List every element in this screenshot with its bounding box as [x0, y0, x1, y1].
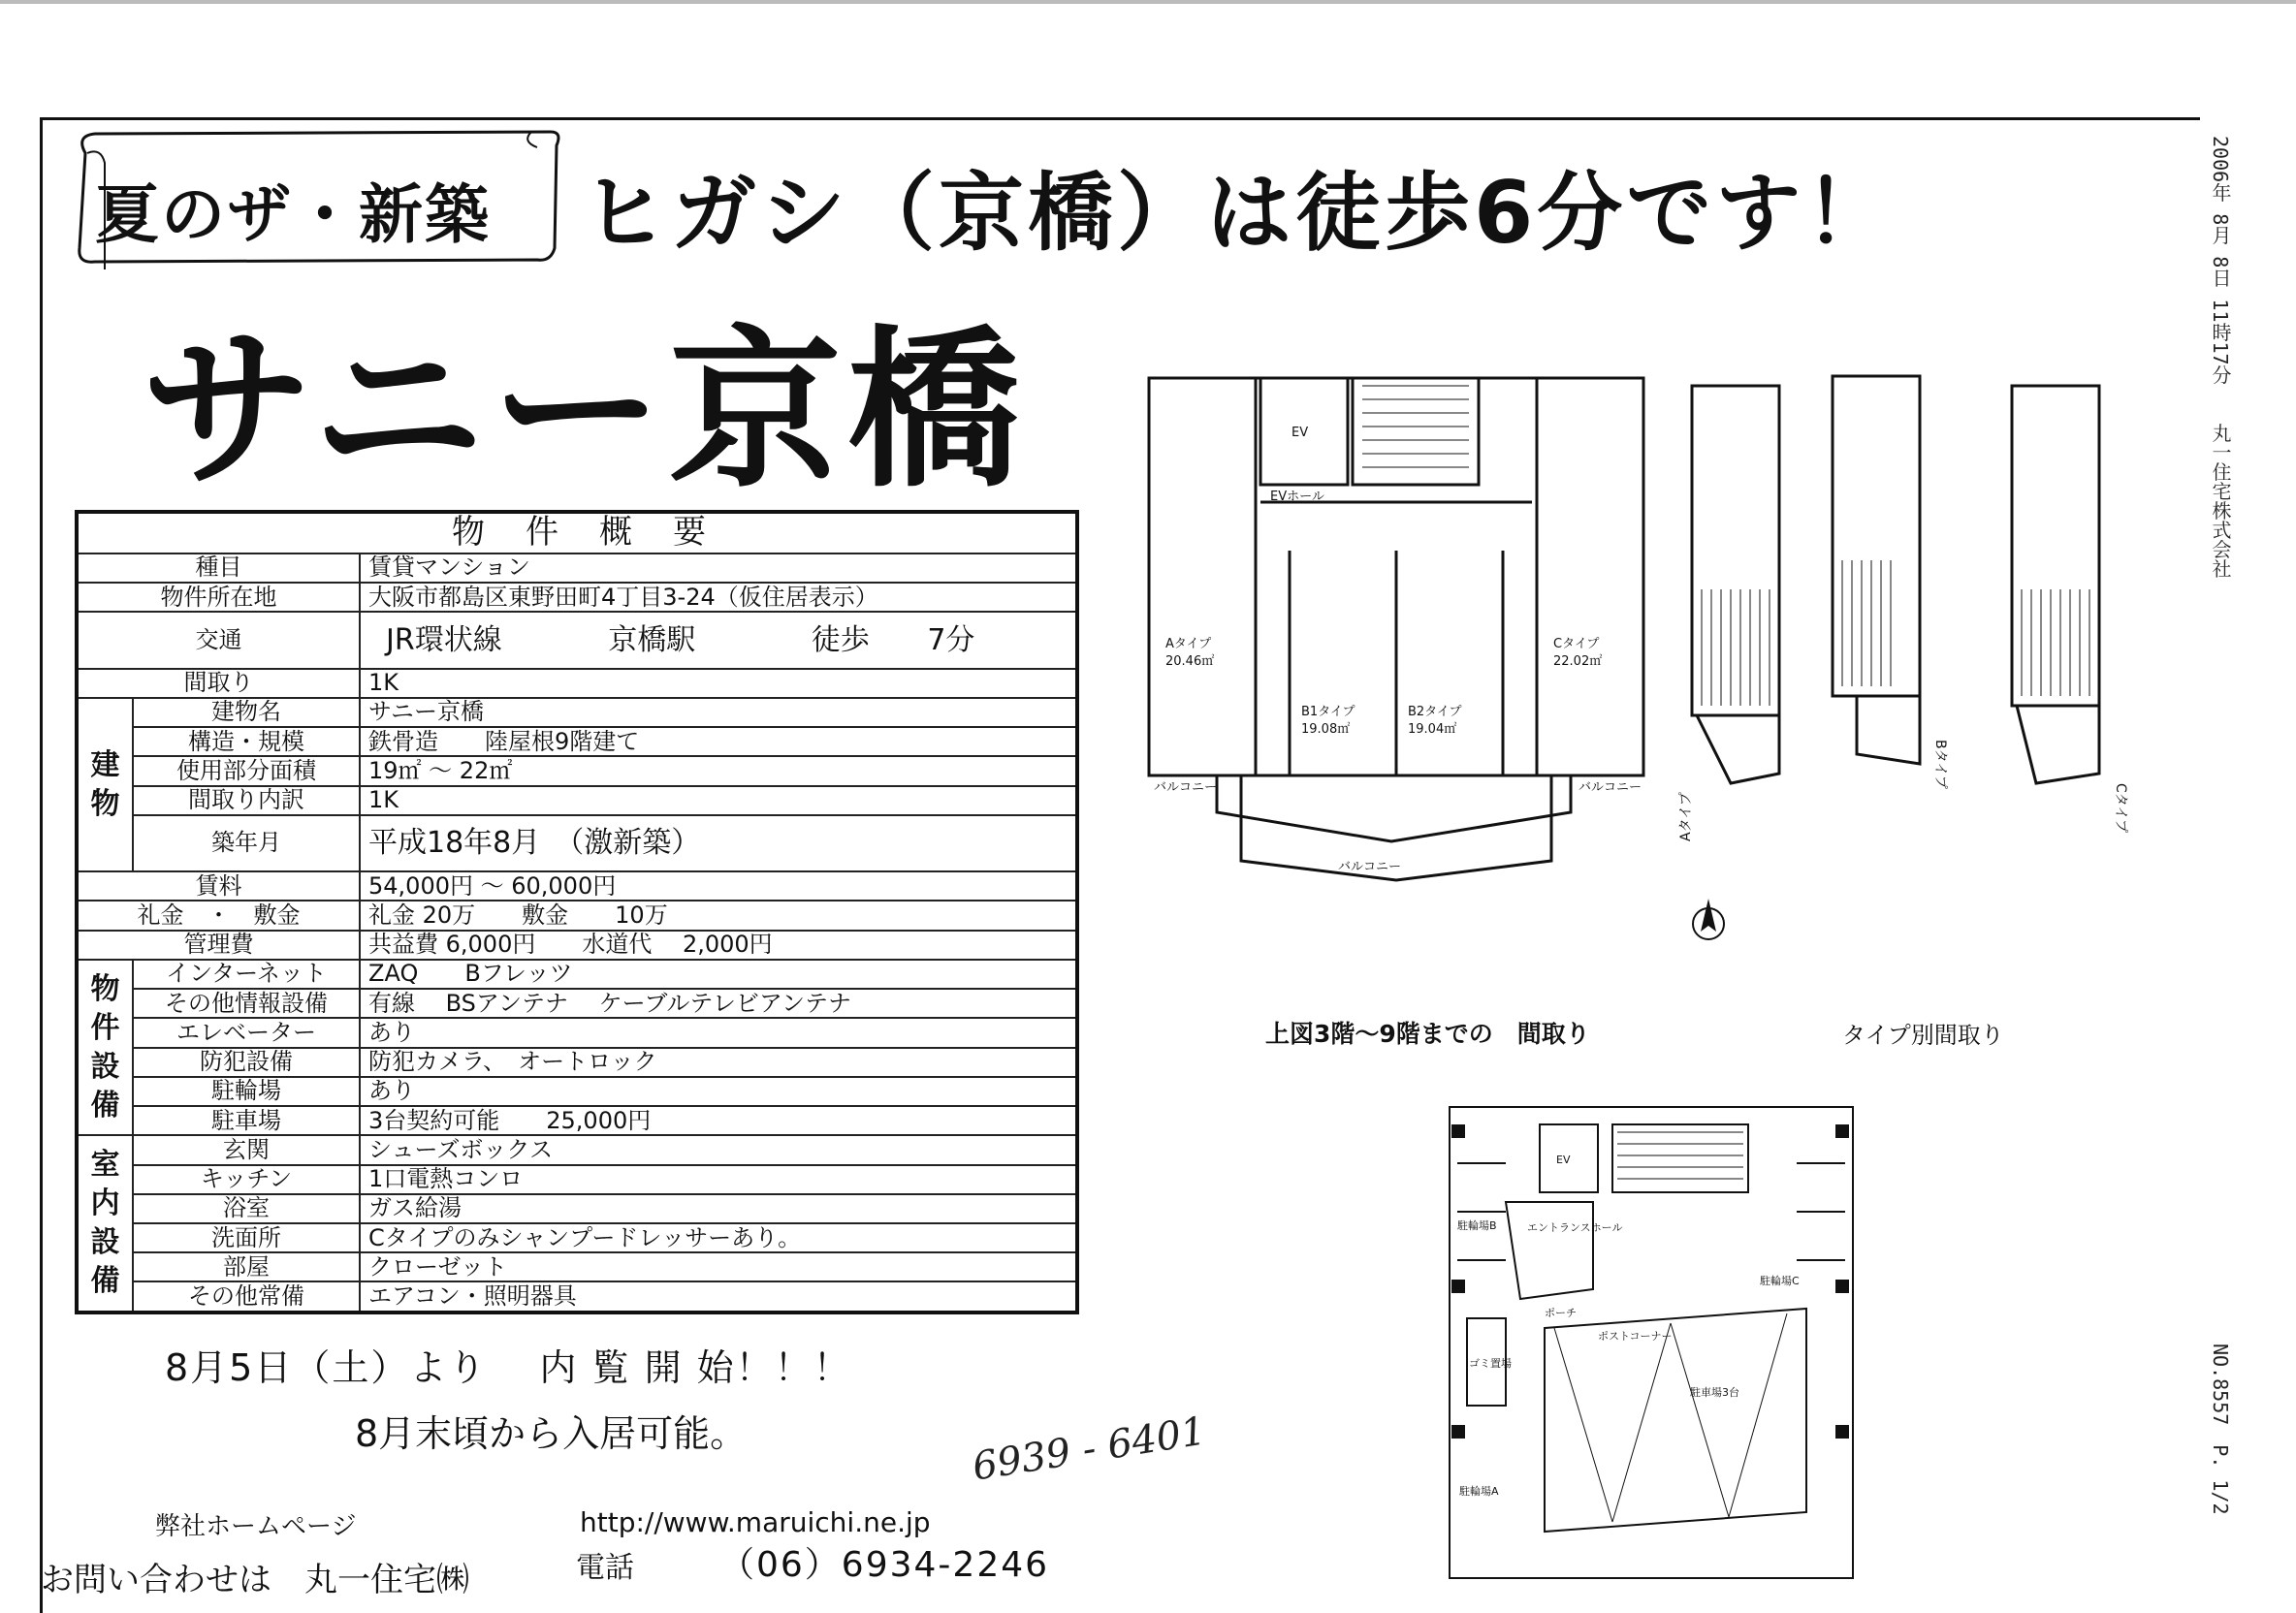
spec-value: シューズボックス: [360, 1135, 1077, 1164]
transit-walk: 徒歩: [811, 622, 870, 657]
spec-label: 礼金 ・ 敷金: [77, 901, 360, 930]
transit-line: JR環状線: [386, 622, 502, 657]
plan-type-a-label: Aタイプ: [1165, 637, 1212, 651]
tel-label: 電話: [576, 1551, 634, 1585]
category-building: 建物: [77, 698, 133, 871]
spec-value: サニー京橋: [360, 698, 1077, 727]
category-room: 室内設備: [77, 1135, 133, 1313]
bike-a-label: 駐輪場A: [1459, 1485, 1499, 1498]
fax-top-edge: [0, 0, 2296, 4]
plan-ev-hall-label: EVホール: [1270, 490, 1324, 504]
fax-page-number: NO.8557 P. 1/2: [2209, 1344, 2232, 1515]
spec-label: 賃料: [77, 871, 360, 901]
type-b-caption: Bタイプ: [1932, 740, 1948, 789]
ground-ev-label: EV: [1556, 1154, 1571, 1166]
category-facility: 物件設備: [77, 960, 133, 1135]
spec-label: 交通: [77, 612, 360, 668]
spec-label: 管理費: [77, 931, 360, 960]
entrance-hall-label: エントランスホール: [1527, 1221, 1623, 1234]
contact-line: お問い合わせは 丸一住宅㈱: [41, 1561, 469, 1599]
spec-value: 3台契約可能 25,000円: [360, 1106, 1077, 1135]
spec-label: 構造・規模: [133, 727, 360, 756]
spec-value: Cタイプのみシャンプードレッサーあり。: [360, 1223, 1077, 1252]
spec-value: 1K: [360, 669, 1077, 698]
spec-label: その他情報設備: [133, 989, 360, 1018]
transit-minutes: 7分: [927, 622, 975, 657]
spec-label: その他常備: [133, 1281, 360, 1313]
spec-value: 礼金 20万 敷金 10万: [360, 901, 1077, 930]
spec-label: 駐輪場: [133, 1077, 360, 1106]
spec-value: 賃貸マンション: [360, 553, 1077, 583]
spec-label: 築年月: [133, 815, 360, 871]
spec-label: 建物名: [133, 698, 360, 727]
viewing-start: 8月5日（土）より 内 覧 開 始！！！: [165, 1346, 852, 1389]
spec-label: 間取り内訳: [133, 786, 360, 815]
spec-label: 部屋: [133, 1252, 360, 1281]
spec-value: ガス給湯: [360, 1194, 1077, 1223]
plan-balcony-label: バルコニー: [1154, 780, 1218, 795]
spec-label: キッチン: [133, 1165, 360, 1194]
type-c-caption: Cタイプ: [2113, 783, 2128, 834]
plan-type-b2-label: B2タイプ: [1408, 705, 1462, 719]
spec-header: 物 件 概 要: [77, 512, 1077, 553]
move-in-note: 8月末頃から入居可能。: [355, 1412, 748, 1455]
plan-balcony-label: バルコニー: [1338, 860, 1402, 874]
spec-label: エレベーター: [133, 1018, 360, 1047]
transit-value: [360, 612, 1077, 668]
porch-label: ポーチ: [1545, 1307, 1577, 1319]
handwritten-note: 6939 - 6401: [969, 1408, 1209, 1490]
spec-label: 種目: [77, 553, 360, 583]
property-title: サニー京橋: [141, 310, 1026, 511]
spec-label: 使用部分面積: [133, 756, 360, 785]
plan-type-a-area: 20.46㎡: [1165, 654, 1215, 669]
north-arrow-icon: [1689, 897, 1728, 945]
transit-station: 京橋駅: [608, 622, 696, 657]
spec-value: 防犯カメラ、 オートロック: [360, 1048, 1077, 1077]
spec-value: あり: [360, 1077, 1077, 1106]
spec-label: インターネット: [133, 960, 360, 989]
homepage-label: 弊社ホームページ: [155, 1512, 357, 1541]
banner-text: 夏のザ・新築: [95, 177, 491, 252]
ground-floor-plan: [1448, 1105, 1855, 1580]
plan-type-b1-area: 19.08㎡: [1301, 722, 1351, 737]
spec-value: ZAQ Bフレッツ: [360, 960, 1077, 989]
spec-label: 駐車場: [133, 1106, 360, 1135]
bike-b-label: 駐輪場B: [1457, 1219, 1497, 1232]
typical-floor-plan: [1144, 357, 1648, 880]
spec-value: 共益費 6,000円 水道代 2,000円: [360, 931, 1077, 960]
type-a-caption: Aタイプ: [1678, 792, 1694, 841]
homepage-url[interactable]: http://www.maruichi.ne.jp: [580, 1506, 931, 1538]
post-corner-label: ポストコーナー: [1598, 1330, 1673, 1343]
spec-value: あり: [360, 1018, 1077, 1047]
plan-type-b1-label: B1タイプ: [1301, 705, 1355, 719]
spec-value: 1口電熱コンロ: [360, 1165, 1077, 1194]
headline: ヒガシ（京橋）は徒歩6分です！: [582, 163, 1895, 263]
fax-timestamp: 2006年 8月 8日 11時17分 丸一住宅株式会社: [2209, 136, 2232, 579]
spec-value: クローゼット: [360, 1252, 1077, 1281]
spec-value: 大阪市都島区東野田町4丁目3-24（仮住居表示）: [360, 583, 1077, 612]
spec-label: 洗面所: [133, 1223, 360, 1252]
spec-value: 平成18年8月 （激新築）: [360, 815, 1077, 871]
spec-value: 19㎡ ～ 22㎡: [360, 756, 1077, 785]
bike-c-label: 駐輪場C: [1760, 1275, 1800, 1287]
plan-type-c-area: 22.02㎡: [1553, 654, 1603, 669]
spec-label: 防犯設備: [133, 1048, 360, 1077]
floor-plan-caption: 上図3階～9階までの 間取り: [1265, 1020, 1590, 1048]
spec-value: エアコン・照明器具: [360, 1281, 1077, 1313]
plan-ev-label: EV: [1292, 426, 1309, 440]
plan-balcony-label: バルコニー: [1578, 780, 1642, 795]
spec-label: 物件所在地: [77, 583, 360, 612]
tel-number: （06）6934-2246: [719, 1545, 1050, 1585]
spec-value: 鉄骨造 陸屋根9階建て: [360, 727, 1077, 756]
spec-value: 有線 BSアンテナ ケーブルテレビアンテナ: [360, 989, 1077, 1018]
plan-type-c-label: Cタイプ: [1553, 637, 1600, 651]
spec-label: 間取り: [77, 669, 360, 698]
type-plans: [1678, 357, 2138, 841]
spec-value: 54,000円 ～ 60,000円: [360, 871, 1077, 901]
type-plan-caption: タイプ別間取り: [1842, 1022, 2004, 1049]
spec-label: 浴室: [133, 1194, 360, 1223]
garbage-label: ゴミ置場: [1469, 1357, 1512, 1370]
property-spec-table: [75, 510, 1079, 1314]
spec-label: 玄関: [133, 1135, 360, 1164]
spec-value: 1K: [360, 786, 1077, 815]
plan-type-b2-area: 19.04㎡: [1408, 722, 1457, 737]
parking-label: 駐車場3台: [1690, 1386, 1739, 1399]
